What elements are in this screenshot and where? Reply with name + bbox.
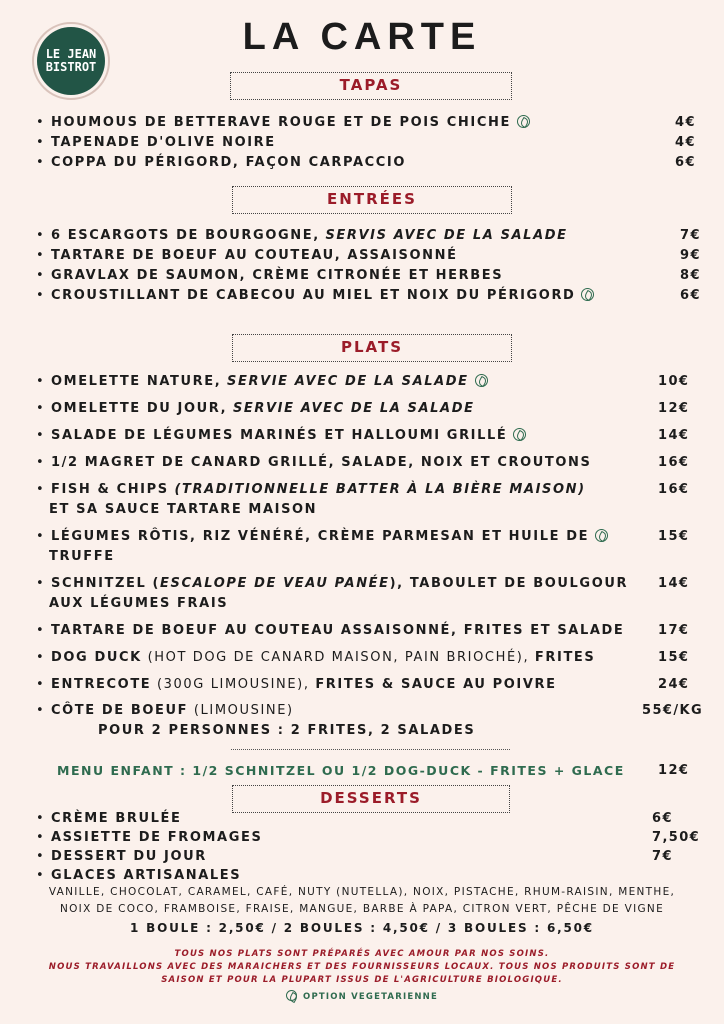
ice-cream-flavors-line-1: VANILLE, CHOCOLAT, CARAMEL, CAFÉ, NUTY (NUTELLA), NOIX, PISTACHE, RHUM-RAISIN, MENTHE, <box>48 886 676 898</box>
menu-item: • CÔTE DE BOEUF (LIMOUSINE) <box>36 703 294 718</box>
item-detail: (TRADITIONNELLE BATTER À LA BIÈRE MAISON) <box>174 482 586 497</box>
item-name: GRAVLAX DE SAUMON, CRÈME CITRONÉE ET HERBES <box>51 268 504 283</box>
kids-menu-price: 12€ <box>658 763 690 778</box>
item-detail: SERVIE AVEC DE LA SALADE <box>227 374 469 389</box>
item-line-2: POUR 2 PERSONNES : 2 FRITES, 2 SALADES <box>98 723 476 738</box>
item-price: 16€ <box>658 482 690 497</box>
item-name: GLACES ARTISANALES <box>51 868 242 883</box>
item-price: 8€ <box>680 268 701 283</box>
logo-line-1: LE JEAN <box>45 47 97 61</box>
menu-item: • OMELETTE DU JOUR, SERVIE AVEC DE LA SALADE <box>36 401 475 416</box>
menu-item: • OMELETTE NATURE, SERVIE AVEC DE LA SALADE <box>36 372 488 392</box>
menu-item: • TARTARE DE BOEUF AU COUTEAU, ASSAISONNÉ <box>36 248 458 263</box>
item-plain: (HOT DOG DE CANARD MAISON, PAIN BRIOCHÉ), <box>147 650 530 665</box>
section-tapas-header: TAPAS <box>230 72 512 100</box>
menu-item: • DOG DUCK (HOT DOG DE CANARD MAISON, PAIN BRIOCHÉ), FRITES <box>36 650 596 665</box>
leaf-icon <box>286 990 297 1001</box>
item-name: FISH & CHIPS <box>51 482 169 497</box>
item-detail: ESCALOPE DE VEAU PANÉE <box>160 576 390 591</box>
item-price: 14€ <box>658 576 690 591</box>
footer-note-1: TOUS NOS PLATS SONT PRÉPARÉS AVEC AMOUR PAR NOS SOINS. <box>174 949 550 959</box>
ice-cream-flavors-line-2: NOIX DE COCO, FRAMBOISE, FRAISE, MANGUE, BARBE À PAPA, CITRON VERT, PÊCHE DE VIGNE <box>59 903 665 915</box>
item-line-2: ET SA SAUCE TARTARE MAISON <box>49 502 318 517</box>
scoop-prices: 1 BOULE : 2,50€ / 2 BOULES : 4,50€ / 3 BOULES : 6,50€ <box>130 921 594 935</box>
item-price: 16€ <box>658 455 690 470</box>
logo-line-2: BISTROT <box>45 60 97 74</box>
item-name-a: ENTRECOTE <box>51 677 152 692</box>
item-name: DESSERT DU JOUR <box>51 849 207 864</box>
item-price: 15€ <box>658 529 690 544</box>
menu-item: • TARTARE DE BOEUF AU COUTEAU ASSAISONNÉ, FRITES ET SALADE <box>36 623 625 638</box>
item-price: 7,50€ <box>652 830 701 845</box>
menu-item: • CRÈME BRULÉE <box>36 811 182 826</box>
footer-note-3: SAISON ET POUR LA PLUPART ISSUS DE L'AGRICULTURE BIOLOGIQUE. <box>161 975 563 985</box>
item-name: OMELETTE NATURE, <box>51 374 222 389</box>
item-price: 6€ <box>652 811 673 826</box>
item-price: 15€ <box>658 650 690 665</box>
item-name: COPPA DU PÉRIGORD, FAÇON CARPACCIO <box>51 155 406 170</box>
item-price: 6€ <box>680 288 701 303</box>
item-name: LÉGUMES RÔTIS, RIZ VÉNÉRÉ, CRÈME PARMESAN ET HUILE DE <box>51 529 590 544</box>
menu-item: • GLACES ARTISANALES <box>36 868 242 883</box>
item-name: TAPENADE D'OLIVE NOIRE <box>51 135 276 150</box>
item-price: 12€ <box>658 401 690 416</box>
menu-item: • CROUSTILLANT DE CABECOU AU MIEL ET NOIX DU PÉRIGORD <box>36 286 594 306</box>
item-price: 4€ <box>675 115 696 130</box>
item-price: 9€ <box>680 248 701 263</box>
menu-item: • HOUMOUS DE BETTERAVE ROUGE ET DE POIS CHICHE <box>36 113 530 133</box>
menu-item: • ENTRECOTE (300G LIMOUSINE), FRITES & SAUCE AU POIVRE <box>36 677 557 692</box>
item-line-2: AUX LÉGUMES FRAIS <box>49 596 229 611</box>
item-price: 14€ <box>658 428 690 443</box>
item-name-b: FRITES & SAUCE AU POIVRE <box>315 677 557 692</box>
leaf-icon <box>595 529 608 542</box>
item-continuation <box>49 594 228 614</box>
veg-legend <box>0 990 724 1002</box>
menu-item: • COPPA DU PÉRIGORD, FAÇON CARPACCIO <box>36 155 406 170</box>
menu-item: • TAPENADE D'OLIVE NOIRE <box>36 135 276 150</box>
item-name-b: FRITES <box>534 650 596 665</box>
item-price: 6€ <box>675 155 696 170</box>
menu-item: • FISH & CHIPS (TRADITIONNELLE BATTER À LA BIÈRE MAISON) <box>36 482 586 497</box>
item-name: 1/2 MAGRET DE CANARD GRILLÉ, SALADE, NOIX ET CROUTONS <box>51 455 592 470</box>
item-name: CROUSTILLANT DE CABECOU AU MIEL ET NOIX DU PÉRIGORD <box>51 288 576 303</box>
menu-item: • GRAVLAX DE SAUMON, CRÈME CITRONÉE ET HERBES <box>36 268 504 283</box>
item-price: 7€ <box>680 228 701 243</box>
item-continuation <box>49 500 317 520</box>
item-price: 7€ <box>652 849 673 864</box>
item-detail: SERVIS AVEC DE LA SALADE <box>325 228 568 243</box>
item-plain: (LIMOUSINE) <box>193 703 294 718</box>
item-continuation <box>98 721 475 741</box>
item-name-a: DOG DUCK <box>51 650 142 665</box>
item-price: 17€ <box>658 623 690 638</box>
section-desserts-header: DESSERTS <box>232 785 510 813</box>
item-name: CRÈME BRULÉE <box>51 811 182 826</box>
item-name: OMELETTE DU JOUR, <box>51 401 228 416</box>
menu-item: • SCHNITZEL (ESCALOPE DE VEAU PANÉE), TABOULET DE BOULGOUR <box>36 576 629 591</box>
item-name: TARTARE DE BOEUF AU COUTEAU ASSAISONNÉ, FRITES ET SALADE <box>51 623 625 638</box>
menu-item: • ASSIETTE DE FROMAGES <box>36 830 263 845</box>
item-detail: SERVIE AVEC DE LA SALADE <box>232 401 475 416</box>
item-name: TARTARE DE BOEUF AU COUTEAU, ASSAISONNÉ <box>51 248 458 263</box>
menu-item: • 1/2 MAGRET DE CANARD GRILLÉ, SALADE, NOIX ET CROUTONS <box>36 455 592 470</box>
section-plats-header: PLATS <box>232 334 512 362</box>
item-name-a: SCHNITZEL ( <box>51 576 161 591</box>
item-name-a: CÔTE DE BOEUF <box>51 703 189 718</box>
item-name-b: ), TABOULET DE BOULGOUR <box>389 576 629 591</box>
leaf-icon <box>581 288 594 301</box>
menu-item: • SALADE DE LÉGUMES MARINÉS ET HALLOUMI GRILLÉ <box>36 426 526 446</box>
item-price: 10€ <box>658 374 690 389</box>
menu-item: • LÉGUMES RÔTIS, RIZ VÉNÉRÉ, CRÈME PARMESAN ET HUILE DE <box>36 527 608 547</box>
footer-note-2: NOUS TRAVAILLONS AVEC DES MARAICHERS ET DES FOURNISSEURS LOCAUX. TOUS NOS PRODUITS SONT DE <box>48 962 676 972</box>
leaf-icon <box>475 374 488 387</box>
leaf-icon <box>517 115 530 128</box>
menu-item: • 6 ESCARGOTS DE BOURGOGNE, SERVIS AVEC DE LA SALADE <box>36 228 568 243</box>
page-title: LA CARTE <box>242 16 482 58</box>
leaf-icon <box>513 428 526 441</box>
item-name: HOUMOUS DE BETTERAVE ROUGE ET DE POIS CHICHE <box>51 115 511 130</box>
menu-item: • DESSERT DU JOUR <box>36 849 207 864</box>
kids-menu: MENU ENFANT : 1/2 SCHNITZEL OU 1/2 DOG-DUCK - FRITES + GLACE <box>57 763 625 778</box>
item-continuation <box>49 547 115 567</box>
item-name: ASSIETTE DE FROMAGES <box>51 830 263 845</box>
item-price: 55€/KG <box>642 703 704 718</box>
item-line-2: TRUFFE <box>49 549 115 564</box>
item-price: 24€ <box>658 677 690 692</box>
item-name: 6 ESCARGOTS DE BOURGOGNE, <box>51 228 320 243</box>
item-price: 4€ <box>675 135 696 150</box>
item-name: SALADE DE LÉGUMES MARINÉS ET HALLOUMI GRILLÉ <box>51 428 508 443</box>
veg-legend-label: OPTION VEGETARIENNE <box>303 992 438 1002</box>
section-entrees-header: ENTRÉES <box>232 186 512 214</box>
item-plain: (300G LIMOUSINE), <box>157 677 310 692</box>
divider <box>231 749 510 750</box>
